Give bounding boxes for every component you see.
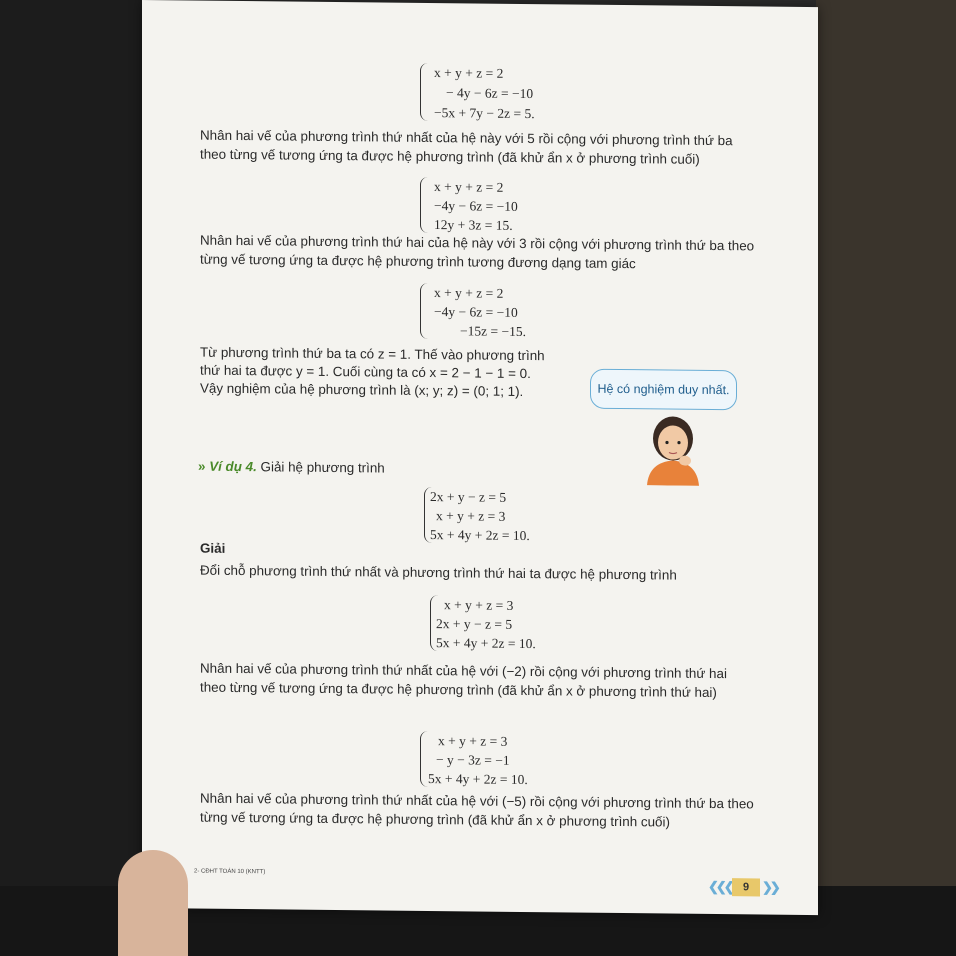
paragraph-5 xyxy=(200,661,727,702)
brace xyxy=(420,63,431,121)
equation-system-4 xyxy=(424,487,624,547)
brace xyxy=(420,283,431,339)
equation-system-3 xyxy=(420,283,620,343)
equation-system-6 xyxy=(420,731,620,791)
arrow-icon: » xyxy=(198,458,206,474)
paragraph-4 xyxy=(200,563,677,584)
chevrons-right-icon: ❯❯ xyxy=(762,879,778,895)
hand xyxy=(118,850,188,956)
girl-illustration xyxy=(637,410,709,486)
equation-row: 12y + 3z = 15. xyxy=(434,217,513,233)
solution-label: Giải xyxy=(200,540,226,556)
equation-row: 5x + 4y + 2z = 10. xyxy=(430,527,530,544)
background-left xyxy=(0,0,150,956)
paragraph-6 xyxy=(200,791,754,832)
paragraph-3 xyxy=(200,345,545,401)
speech-bubble: Hệ có nghiệm duy nhất. xyxy=(590,369,737,411)
equation-row: − 4y − 6z = −10 xyxy=(446,85,534,102)
paragraph-line: Đổi chỗ phương trình thứ nhất và phương trình thứ hai ta được hệ phương trình xyxy=(200,562,677,583)
paragraph-line: Nhân hai vế của phương trình thứ hai của hệ này với 3 rồi cộng với phương trình thứ ba theo xyxy=(200,232,755,254)
paragraph-line: Nhân hai vế của phương trình thứ nhất của hệ này với 5 rồi cộng với phương trình thứ ba xyxy=(200,127,733,149)
equation-row: 5x + 4y + 2z = 10. xyxy=(428,770,528,788)
equation-system-5 xyxy=(430,595,630,655)
equation-row: −4y − 6z = −10 xyxy=(434,198,518,214)
equation-system-2 xyxy=(420,177,620,237)
paragraph-line: từng vế tương ứng ta được hệ phương trình (đã khử ẩn x ở phương trình cuối) xyxy=(200,809,670,830)
equation-row: x + y + z = 3 xyxy=(444,597,514,613)
equation-row: 5x + 4y + 2z = 10. xyxy=(436,635,536,652)
paragraph-line: Từ phương trình thứ ba ta có z = 1. Thế vào phương trình xyxy=(200,344,545,364)
paragraph-line: theo từng vế tương ứng ta được hệ phương trình (đã khử ẩn x ở phương trình thứ hai) xyxy=(200,679,717,701)
footer-label: 2- CĐHT TOÁN 10 (KNTT) xyxy=(194,868,266,876)
paragraph-line: Nhân hai vế của phương trình thứ nhất của hệ với (−5) rồi cộng với phương trình thứ ba theo xyxy=(200,790,754,812)
page-number-badge: 9 xyxy=(732,878,760,896)
example-title: Giải hệ phương trình xyxy=(260,459,385,476)
paragraph-line: Vậy nghiệm của hệ phương trình là (x; y; z) = (0; 1; 1). xyxy=(200,380,524,399)
paragraph-1 xyxy=(200,128,733,169)
paragraph-line: thứ hai ta được y = 1. Cuối cùng ta có x = 2 − 1 − 1 = 0. xyxy=(200,362,531,382)
equation-row: x + y + z = 2 xyxy=(434,179,504,195)
book-page xyxy=(142,0,818,915)
equation-row: 2x + y − z = 5 xyxy=(430,489,507,505)
equation-row: x + y + z = 2 xyxy=(434,285,504,301)
equation-row: x + y + z = 3 xyxy=(436,508,506,524)
paragraph-2 xyxy=(200,233,754,274)
equation-row: − y − 3z = −1 xyxy=(436,752,510,768)
equation-system-1 xyxy=(420,63,620,125)
example-4-heading xyxy=(198,459,385,476)
brace xyxy=(420,177,431,233)
paragraph-line: theo từng vế tương ứng ta được hệ phương trình (đã khử ẩn x ở phương trình cuối) xyxy=(200,146,700,167)
equation-row: 2x + y − z = 5 xyxy=(436,616,513,632)
equation-row: x + y + z = 2 xyxy=(434,65,504,81)
paragraph-line: từng vế tương ứng ta được hệ phương trình tương đương dạng tam giác xyxy=(200,251,636,272)
background-right xyxy=(816,0,956,956)
paragraph-line: Nhân hai vế của phương trình thứ nhất của hệ với (−2) rồi cộng với phương trình thứ hai xyxy=(200,660,727,682)
page-number xyxy=(708,878,778,897)
equation-row: −5x + 7y − 2z = 5. xyxy=(434,105,535,122)
equation-row: −4y − 6z = −10 xyxy=(434,304,518,320)
example-tag: Ví dụ 4. xyxy=(209,458,257,475)
equation-row: −15z = −15. xyxy=(460,323,526,340)
equation-row: x + y + z = 3 xyxy=(438,733,508,749)
chevrons-left-icon: ❮❮❮ xyxy=(708,878,732,895)
